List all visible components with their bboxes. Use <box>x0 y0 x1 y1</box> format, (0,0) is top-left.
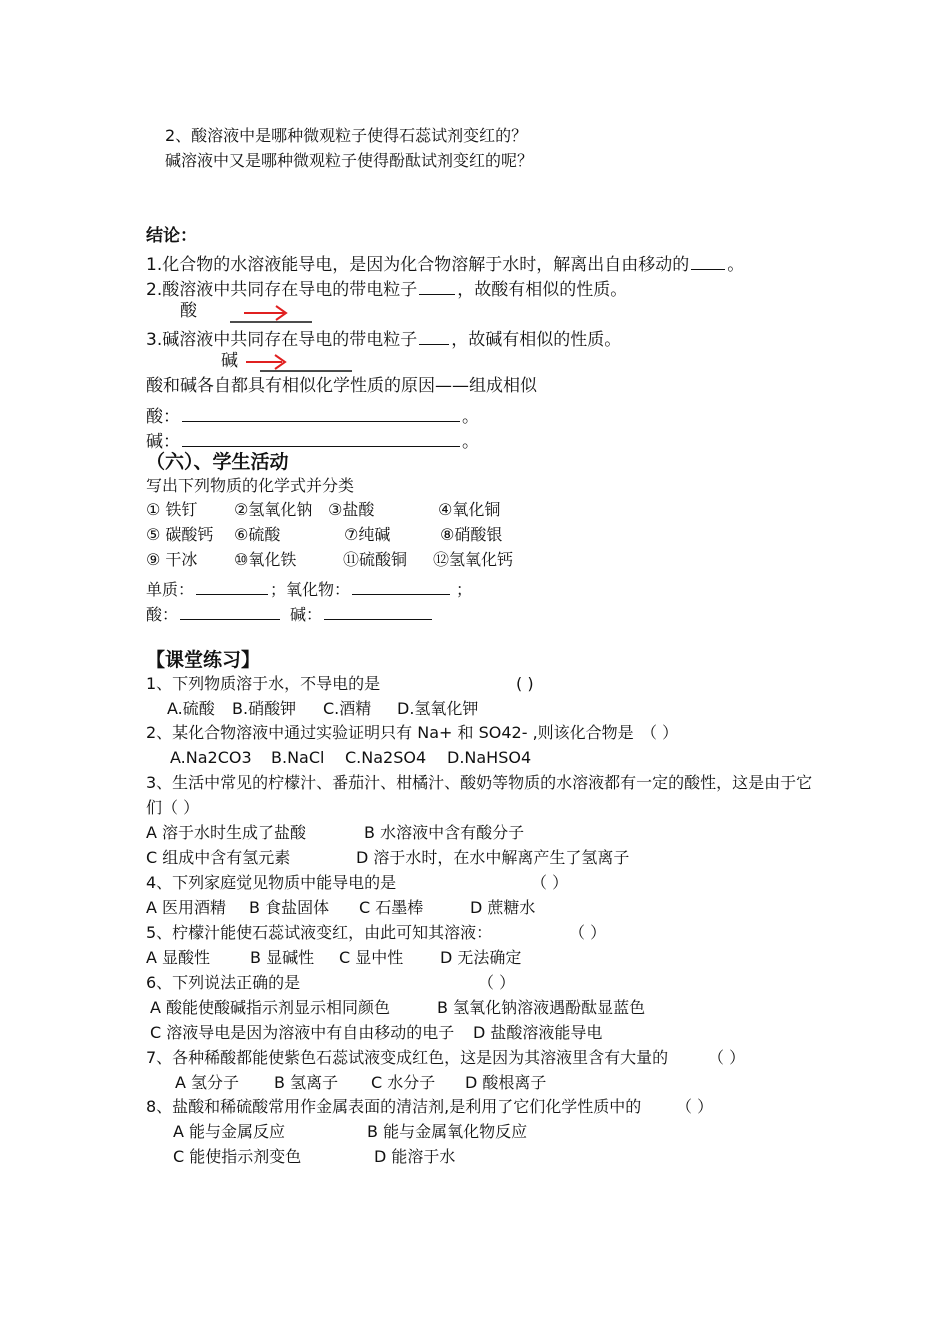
option-d[interactable]: D 能溶于水 <box>374 1147 456 1166</box>
answer-paren: （ ） <box>531 873 569 892</box>
conclusion-item-3 <box>146 327 621 349</box>
substance-item: ⑧硝酸银 <box>440 525 503 544</box>
option-c[interactable]: C.酒精 <box>323 699 372 718</box>
option-d[interactable]: D 溶于水时，在水中解离产生了氢离子 <box>356 848 630 867</box>
acid-composition-label: 酸： <box>146 407 180 427</box>
conclusion-item-3-text: 3.碱溶液中共同存在导电的带电粒子 <box>146 330 418 350</box>
answer-blank[interactable] <box>324 603 432 620</box>
option-a[interactable]: A 酸能使酸碱指示剂显示相同颜色 <box>150 998 391 1017</box>
substance-item: ③盐酸 <box>328 500 375 519</box>
conclusion-item-2-text: 2.酸溶液中共同存在导电的带电粒子 <box>146 280 418 300</box>
option-c[interactable]: C 水分子 <box>371 1073 436 1092</box>
option-c[interactable]: C 显中性 <box>339 948 404 967</box>
option-a[interactable]: A 溶于水时生成了盐酸 <box>146 823 307 842</box>
substance-item: ⑫氢氧化钙 <box>433 550 514 569</box>
conclusion-item-2 <box>146 277 627 299</box>
reason-text: 酸和碱各自都具有相似化学性质的原因——组成相似 <box>146 376 537 396</box>
option-a[interactable]: A 氢分子 <box>175 1073 240 1092</box>
question-1: 1、下列物质溶于水，不导电的是 <box>146 674 381 693</box>
option-a[interactable]: A.Na2CO3 <box>170 748 252 767</box>
substance-item: ⑪硫酸铜 <box>343 550 408 569</box>
acid-composition-row <box>146 404 479 426</box>
option-d[interactable]: D 无法确定 <box>440 948 522 967</box>
option-b[interactable]: B 水溶液中含有酸分子 <box>364 823 525 842</box>
option-d[interactable]: D.NaHSO4 <box>447 748 532 767</box>
option-c[interactable]: C 能使指示剂变色 <box>173 1147 302 1166</box>
substance-item: ① 铁钉 <box>146 500 198 519</box>
conclusion-item-2-end: ，故酸有相似的性质。 <box>457 280 628 300</box>
option-d[interactable]: D.氢氧化钾 <box>397 699 479 718</box>
substance-item: ⑦纯碱 <box>344 525 391 544</box>
option-b[interactable]: B.NaCl <box>271 748 325 767</box>
acid-label: 酸 <box>180 301 197 321</box>
conclusion-item-1 <box>146 252 744 274</box>
classification-row-1 <box>146 578 472 598</box>
conclusion-item-3-end: ，故碱有相似的性质。 <box>451 330 622 350</box>
option-a[interactable]: A 能与金属反应 <box>173 1122 286 1141</box>
answer-blank[interactable] <box>182 404 460 422</box>
option-b[interactable]: B 显碱性 <box>250 948 315 967</box>
classification-row-2 <box>146 603 434 623</box>
question-8: 8、盐酸和稀硫酸常用作金属表面的清洁剂,是利用了它们化学性质中的 <box>146 1097 642 1116</box>
answer-paren: （ ） <box>676 1097 714 1116</box>
option-c[interactable]: C 溶液导电是因为溶液中有自由移动的电子 <box>150 1023 455 1042</box>
answer-paren: （ ） <box>641 723 679 742</box>
answer-blank[interactable] <box>196 578 268 595</box>
question-7: 7、各种稀酸都能使紫色石蕊试液变成红色，这是因为其溶液里含有大量的 <box>146 1048 669 1067</box>
question-4: 4、下列家庭觉见物质中能导电的是 <box>146 873 397 892</box>
answer-blank[interactable] <box>419 277 455 295</box>
option-b[interactable]: B.硝酸钾 <box>232 699 297 718</box>
conclusion-item-1-text: 1.化合物的水溶液能导电，是因为化合物溶解于水时，解离出自由移动的 <box>146 255 690 275</box>
answer-paren: ( ) <box>516 674 534 693</box>
option-a[interactable]: A 显酸性 <box>146 948 211 967</box>
oxide-label: ；氧化物： <box>270 580 351 599</box>
answer-blank[interactable] <box>352 578 450 595</box>
element-label: 单质： <box>146 580 195 599</box>
substance-item: ⑥硫酸 <box>234 525 281 544</box>
base-composition-label: 碱： <box>146 432 180 452</box>
option-b[interactable]: B 能与金属氧化物反应 <box>367 1122 528 1141</box>
base-composition-end: 。 <box>462 432 479 452</box>
base-class-label: 碱： <box>290 605 323 624</box>
substance-item: ⑨ 干冰 <box>146 550 198 569</box>
substance-item: ②氢氧化钠 <box>234 500 313 519</box>
base-composition-row <box>146 429 479 451</box>
base-arrow-icon <box>240 351 355 373</box>
option-c[interactable]: C 石墨棒 <box>359 898 424 917</box>
base-label: 碱 <box>221 351 238 371</box>
option-c[interactable]: C.Na2SO4 <box>345 748 427 767</box>
substance-item: ⑩氧化铁 <box>234 550 297 569</box>
option-c[interactable]: C 组成中含有氢元素 <box>146 848 291 867</box>
answer-blank[interactable] <box>419 327 449 345</box>
option-b[interactable]: B 氢离子 <box>274 1073 339 1092</box>
substance-item: ④氧化铜 <box>438 500 501 519</box>
option-d[interactable]: D 盐酸溶液能导电 <box>473 1023 603 1042</box>
acid-class-label: 酸： <box>146 605 179 624</box>
activity-instruction: 写出下列物质的化学式并分类 <box>146 476 355 495</box>
option-b[interactable]: B 食盐固体 <box>249 898 330 917</box>
answer-paren: （ ） <box>569 923 607 942</box>
answer-blank[interactable] <box>182 429 460 447</box>
option-b[interactable]: B 氢氧化钠溶液遇酚酞显蓝色 <box>437 998 646 1017</box>
practice-heading: 【课堂练习】 <box>146 649 261 671</box>
option-a[interactable]: A 医用酒精 <box>146 898 227 917</box>
option-d[interactable]: D 蔗糖水 <box>470 898 536 917</box>
answer-blank[interactable] <box>691 252 725 270</box>
question2-line2: 碱溶液中又是哪种微观粒子使得酚酞试剂变红的呢？ <box>165 151 534 170</box>
option-d[interactable]: D 酸根离子 <box>465 1073 547 1092</box>
acid-composition-end: 。 <box>462 407 479 427</box>
substance-item: ⑤ 碳酸钙 <box>146 525 214 544</box>
row-separator: ； <box>456 580 473 599</box>
question-3-line1: 3、生活中常见的柠檬汁、番茄汁、柑橘汁、酸奶等物质的水溶液都有一定的酸性，这是由于它 <box>146 773 813 792</box>
acid-arrow-icon <box>220 302 320 324</box>
question-5: 5、柠檬汁能使石蕊试液变红，由此可知其溶液： <box>146 923 493 942</box>
conclusion-heading: 结论： <box>146 226 197 246</box>
option-a[interactable]: A.硫酸 <box>167 699 215 718</box>
conclusion-item-1-end: 。 <box>727 255 745 275</box>
answer-blank[interactable] <box>180 603 280 620</box>
question-6: 6、下列说法正确的是 <box>146 973 301 992</box>
question-3-line2: 们（ ） <box>146 798 200 817</box>
activity-heading: （六）、学生活动 <box>146 451 289 473</box>
question-2: 2、某化合物溶液中通过实验证明只有 Na+ 和 SO42- ,则该化合物是 <box>146 723 634 742</box>
question2-line1: 2、酸溶液中是哪种微观粒子使得石蕊试剂变红的？ <box>165 126 528 145</box>
answer-paren: （ ） <box>708 1048 746 1067</box>
answer-paren: （ ） <box>478 973 516 992</box>
